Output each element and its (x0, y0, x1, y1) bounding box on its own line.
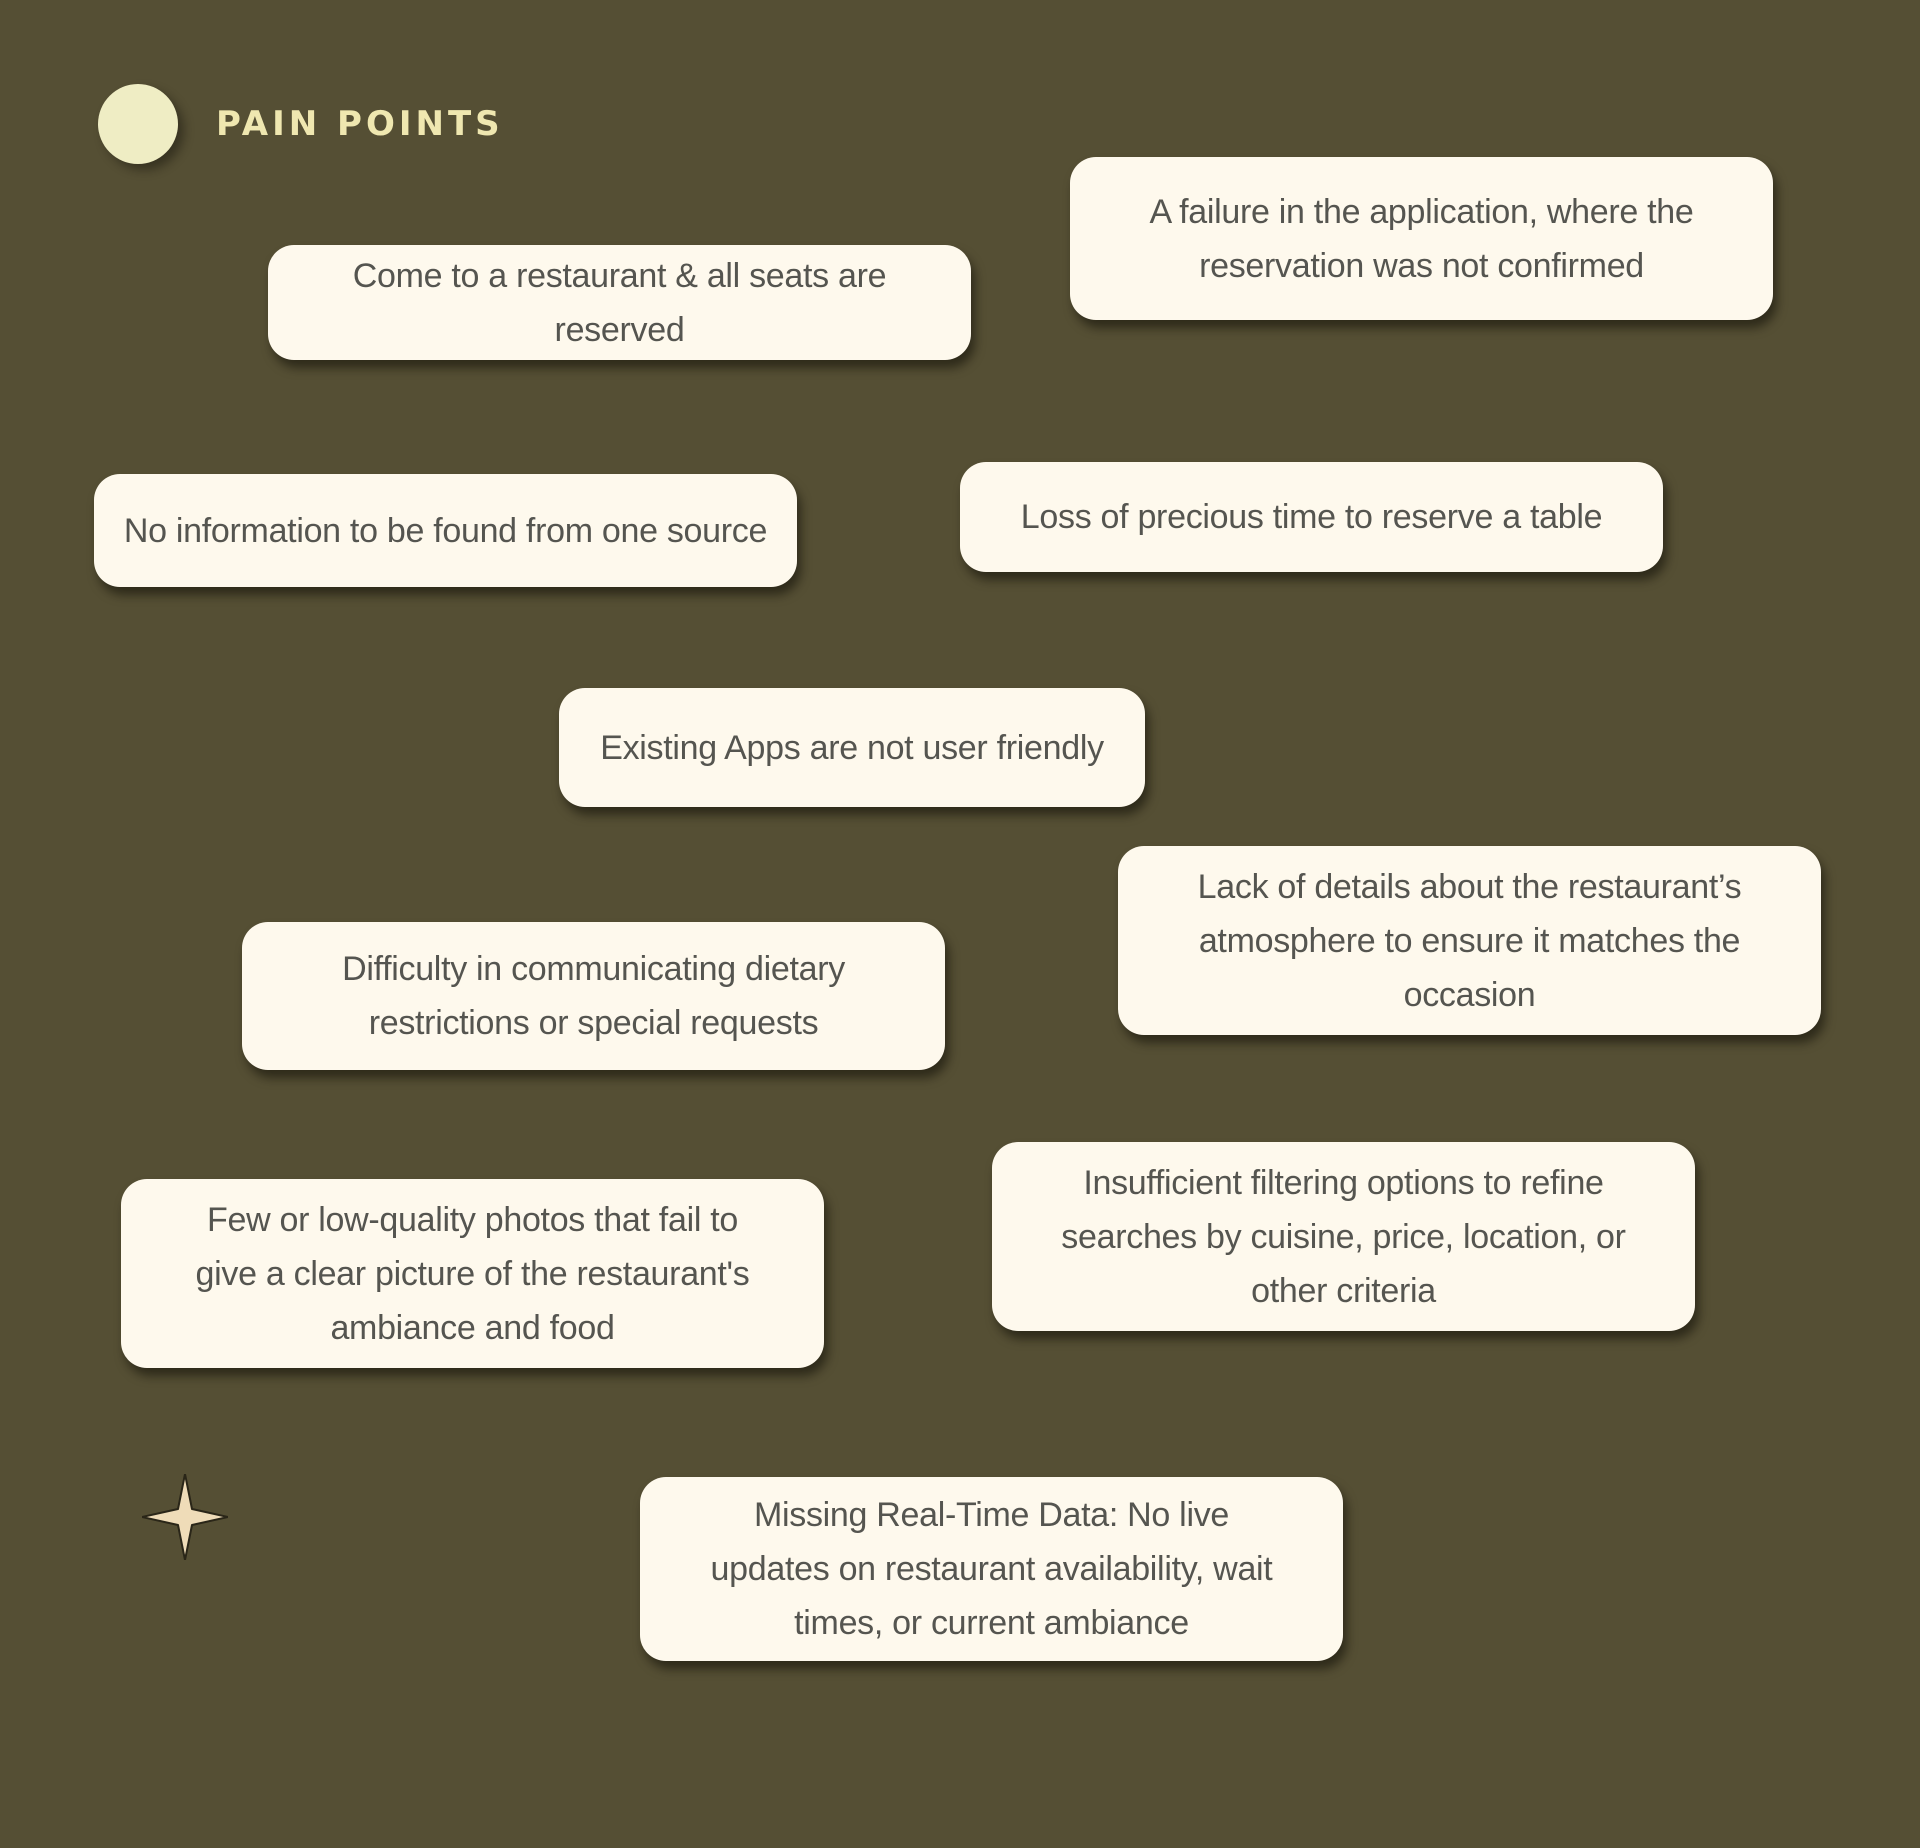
pain-point-card (992, 1142, 1695, 1331)
pain-point-card (242, 922, 945, 1070)
pain-point-text: Lack of details about the restaurant’s atmosphere to ensure it matches the occasion (1197, 867, 1742, 1014)
pain-point-card (960, 462, 1663, 572)
pain-point-text: A failure in the application, where the reservation was not confirmed (1149, 192, 1694, 285)
section-header (98, 84, 504, 164)
pain-point-card (268, 245, 971, 360)
pain-point-text: Missing Real-Time Data: No live updates on restaurant availability, wait times, or current ambiance (710, 1496, 1273, 1642)
pain-point-text: Difficulty in communicating dietary restrictions or special requests (342, 950, 845, 1042)
pain-point-card (559, 688, 1145, 807)
section-title: PAIN POINTS (216, 104, 504, 144)
pain-point-text: Insufficient filtering options to refine searches by cuisine, price, location, or other criteria (1061, 1163, 1626, 1310)
pain-point-text: No information to be found from one source (123, 511, 768, 550)
pain-point-card (1070, 157, 1773, 320)
pain-point-card (94, 474, 797, 587)
pain-point-text: Come to a restaurant & all seats are reserved (352, 256, 887, 349)
pain-point-text: Few or low-quality photos that fail to give a clear picture of the restaurant's ambiance and food (195, 1200, 750, 1347)
pain-point-text: Existing Apps are not user friendly (600, 728, 1104, 767)
pain-point-card (1118, 846, 1821, 1035)
pain-point-card (640, 1477, 1343, 1661)
circle-icon (98, 84, 178, 164)
pain-point-text: Loss of precious time to reserve a table (1020, 498, 1603, 536)
sparkle-icon (142, 1474, 228, 1560)
pain-point-card (121, 1179, 824, 1368)
